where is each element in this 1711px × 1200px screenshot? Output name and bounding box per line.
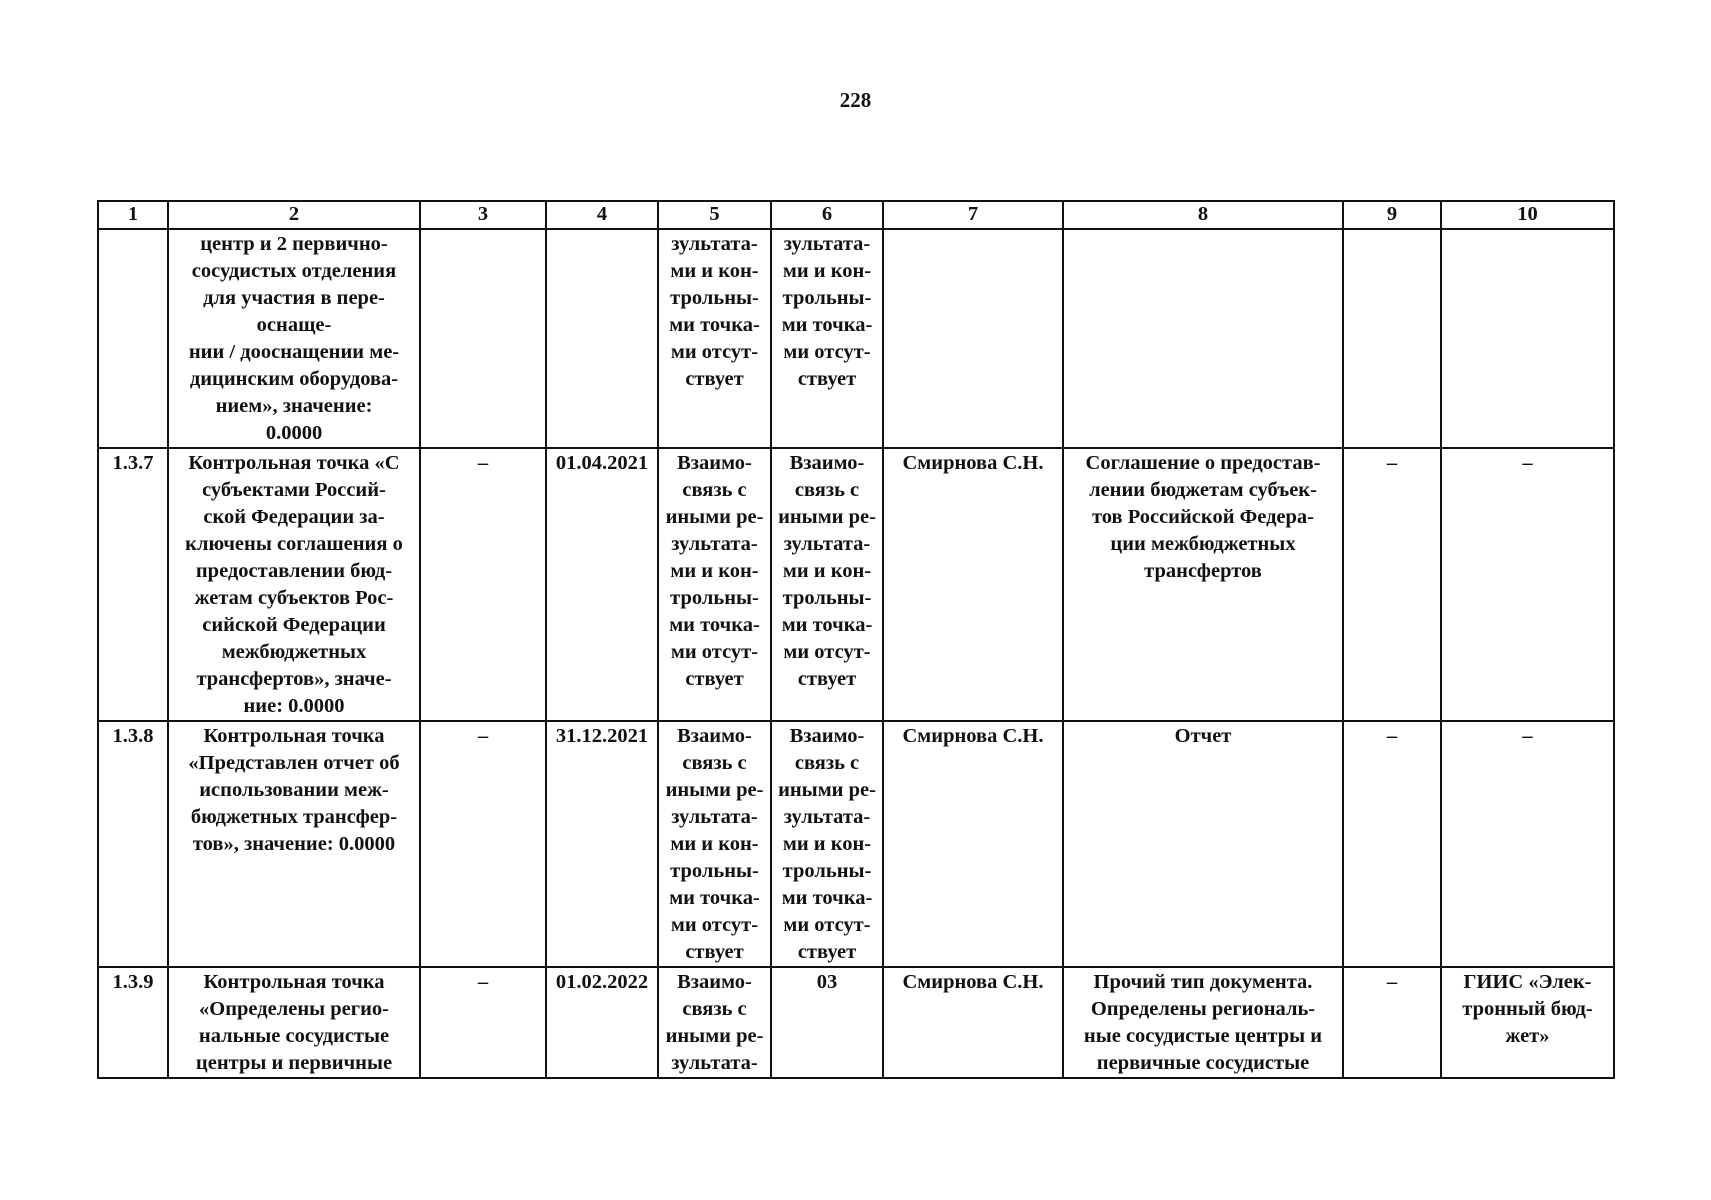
responsible-cell: Смирнова С.Н. [883,448,1063,721]
end-date-cell: 01.02.2022 [546,967,658,1078]
predecessor-cell: Взаимо- связь с иными ре- зультата- [658,967,771,1078]
checkpoint-name-cell: Контрольная точка «Определены регио- нальные сосудистые центры и первичные [168,967,420,1078]
successor-cell: 03 [771,967,883,1078]
row-number-cell: 1.3.8 [98,721,168,967]
header-cell-6: 6 [771,201,883,229]
table-row [98,721,1614,967]
header-cell-8: 8 [1063,201,1343,229]
document-cell: Соглашение о предостав- лении бюджетам субъек- тов Российской Федера- ции межбюджетных трансфертов [1063,448,1343,721]
level-cell: – [1343,448,1441,721]
header-cell-3: 3 [420,201,546,229]
successor-cell: зультата- ми и кон- трольны- ми точка- ми отсут- ствует [771,229,883,448]
checkpoint-name-cell: Контрольная точка «Представлен отчет об использовании меж- бюджетных трансфер- тов», значение: 0.0000 [168,721,420,967]
information-system-cell: ГИИС «Элек- тронный бюд- жет» [1441,967,1614,1078]
end-date-cell: 31.12.2021 [546,721,658,967]
row-number-cell: 1.3.7 [98,448,168,721]
information-system-cell [1441,229,1614,448]
predecessor-cell: Взаимо- связь с иными ре- зультата- ми и кон- трольны- ми точка- ми отсут- ствует [658,448,771,721]
successor-cell: Взаимо- связь с иными ре- зультата- ми и кон- трольны- ми точка- ми отсут- ствует [771,448,883,721]
header-cell-10: 10 [1441,201,1614,229]
responsible-cell [883,229,1063,448]
table-row [98,229,1614,448]
responsible-cell: Смирнова С.Н. [883,967,1063,1078]
header-cell-9: 9 [1343,201,1441,229]
level-cell: – [1343,967,1441,1078]
predecessor-cell: зультата- ми и кон- трольны- ми точка- ми отсут- ствует [658,229,771,448]
predecessor-cell: Взаимо- связь с иными ре- зультата- ми и кон- трольны- ми точка- ми отсут- ствует [658,721,771,967]
row-number-cell [98,229,168,448]
information-system-cell: – [1441,721,1614,967]
header-cell-4: 4 [546,201,658,229]
start-date-cell: – [420,721,546,967]
information-system-cell: – [1441,448,1614,721]
checkpoint-name-cell: Контрольная точка «С субъектами Россий- ской Федерации за- ключены соглашения о предоставлении бюд- жетам субъектов Рос- сийской Федерации межбюджетных трансфертов», значе- ние: 0.0000 [168,448,420,721]
header-cell-2: 2 [168,201,420,229]
page-number: 228 [839,88,872,112]
document-cell [1063,229,1343,448]
end-date-cell [546,229,658,448]
responsible-cell: Смирнова С.Н. [883,721,1063,967]
header-cell-1: 1 [98,201,168,229]
table-row [98,967,1614,1078]
header-row [98,201,1614,229]
row-number-cell: 1.3.9 [98,967,168,1078]
start-date-cell: – [420,967,546,1078]
table-row [98,448,1614,721]
start-date-cell [420,229,546,448]
end-date-cell: 01.04.2021 [546,448,658,721]
checkpoint-name-cell: центр и 2 первично- сосудистых отделения для участия в пере- оснаще- нии / дооснащении ме- дицинским оборудова- нием», значение: 0.0000 [168,229,420,448]
document-cell: Отчет [1063,721,1343,967]
document-cell: Прочий тип документа. Определены региональ- ные сосудистые центры и первичные сосудистые [1063,967,1343,1078]
successor-cell: Взаимо- связь с иными ре- зультата- ми и кон- трольны- ми точка- ми отсут- ствует [771,721,883,967]
header-cell-5: 5 [658,201,771,229]
level-cell [1343,229,1441,448]
plan-table [97,200,1615,1079]
header-cell-7: 7 [883,201,1063,229]
level-cell: – [1343,721,1441,967]
start-date-cell: – [420,448,546,721]
